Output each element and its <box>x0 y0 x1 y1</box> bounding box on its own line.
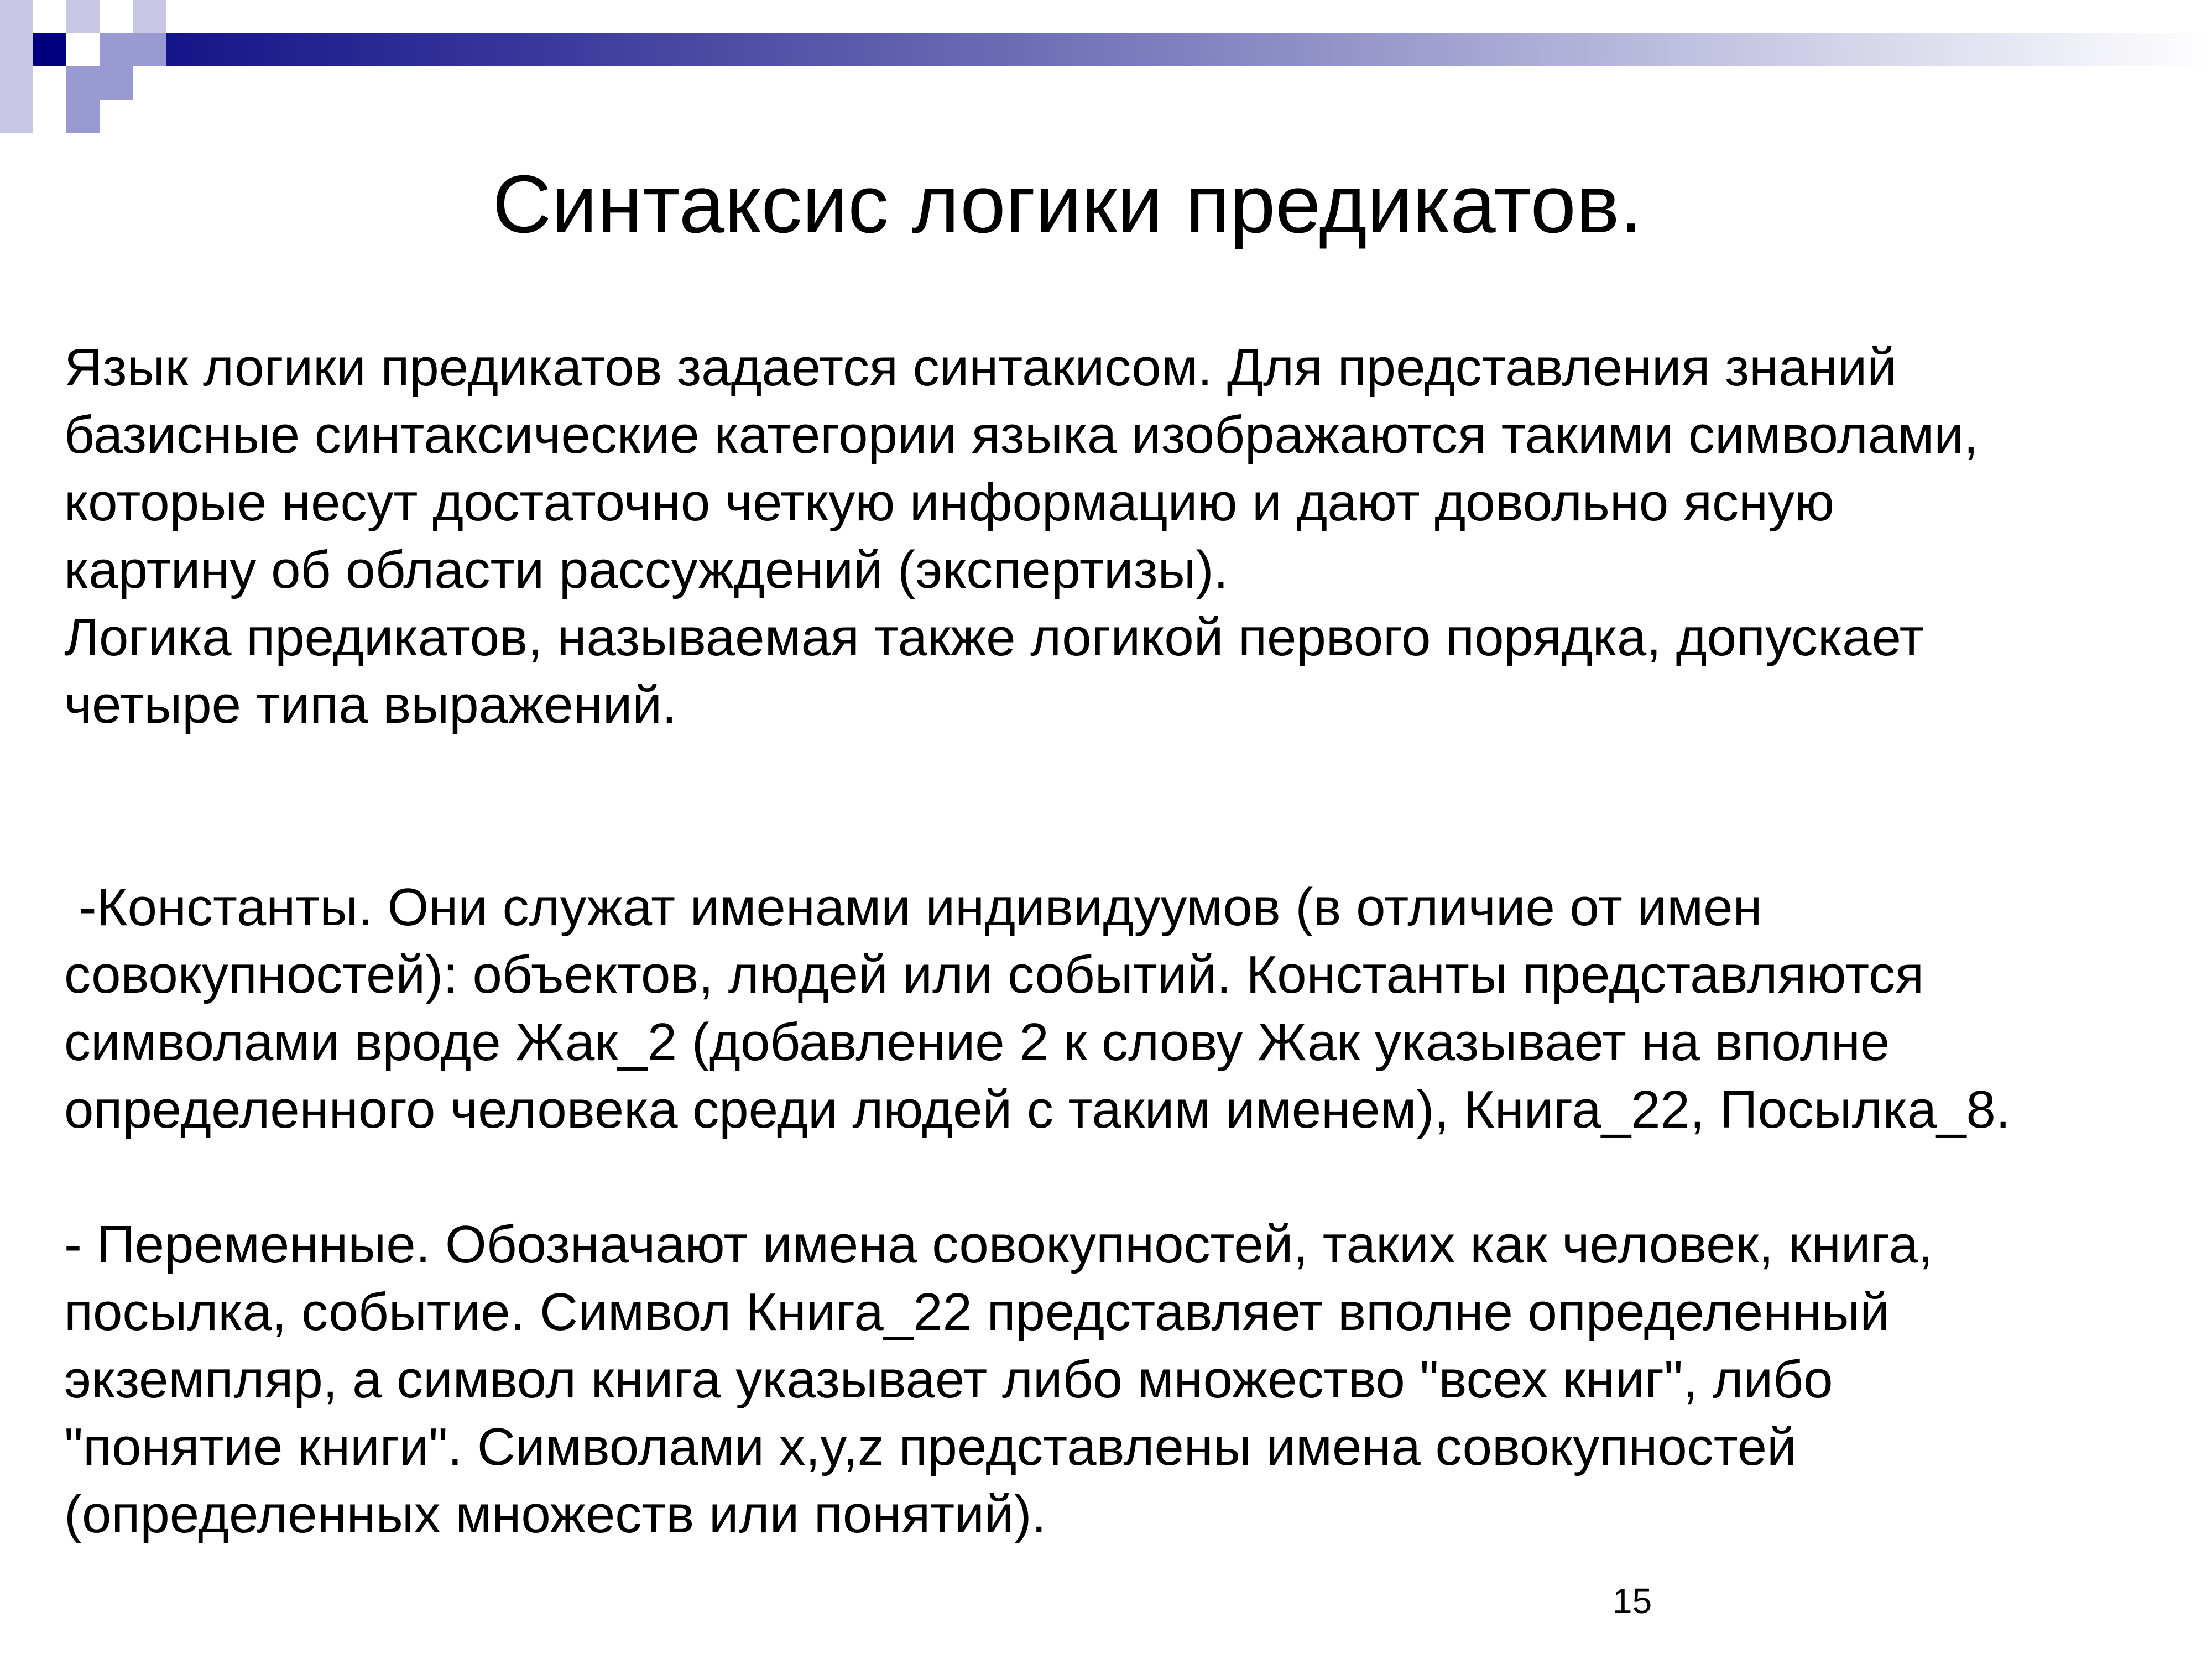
decor-square-pale <box>133 0 166 33</box>
header-gradient-bar <box>0 33 2212 66</box>
decor-square-mid <box>100 33 133 66</box>
decor-square-dark <box>33 33 66 66</box>
text-line: определенного человека среди людей с таким именем), Книга_22, Посылка_8. <box>64 1080 2011 1139</box>
decor-square-mid <box>133 33 166 66</box>
decor-square-white <box>66 33 100 66</box>
text-line: базисные синтаксические категории языка изображаются такими символами, <box>64 405 1979 465</box>
text-line: "понятие книги". Символами x,y,z представлены имена совокупностей <box>64 1417 1797 1477</box>
decor-square-mid <box>100 66 133 100</box>
constants-paragraph <box>64 874 2166 1144</box>
decor-square-pale <box>66 0 100 33</box>
slide-body <box>64 334 2166 1548</box>
decor-square-mid <box>66 66 100 100</box>
text-line: символами вроде Жак_2 (добавление 2 к слову Жак указывает на вполне <box>64 1013 1890 1072</box>
text-line: Язык логики предикатов задается синтакисом. Для представления знаний <box>64 338 1897 397</box>
text-line: - Переменные. Обозначают имена совокупностей, таких как человек, книга, <box>64 1215 1933 1274</box>
text-line: Логика предикатов, называемая также логикой первого порядка, допускает <box>64 608 1924 667</box>
text-line: которые несут достаточно четкую информацию и дают довольно ясную <box>64 473 1834 532</box>
page-number: 15 <box>1613 1581 1652 1621</box>
paragraph-spacer <box>64 1144 2166 1211</box>
paragraph-spacer <box>64 739 2166 874</box>
intro-paragraph <box>64 334 2166 739</box>
text-line: картину об области рассуждений (экспертизы). <box>64 540 1229 599</box>
text-line: -Константы. Они служат именами индивидуумов (в отличие от имен <box>64 878 1762 937</box>
text-line: (определенных множеств или понятий). <box>64 1485 1047 1544</box>
decor-square-pale <box>0 0 33 133</box>
text-line: посылка, событие. Символ Книга_22 представляет вполне определенный <box>64 1282 1890 1342</box>
slide-title: Синтаксис логики предикатов. <box>492 159 1642 250</box>
text-line: четыре типа выражений. <box>64 675 677 734</box>
text-line: совокупностей): объектов, людей или событий. Константы представляются <box>64 945 1924 1004</box>
text-line: экземпляр, а символ книга указывает либо множество "всех книг", либо <box>64 1350 1833 1409</box>
variables-paragraph <box>64 1211 2166 1548</box>
decor-square-mid <box>66 100 100 133</box>
